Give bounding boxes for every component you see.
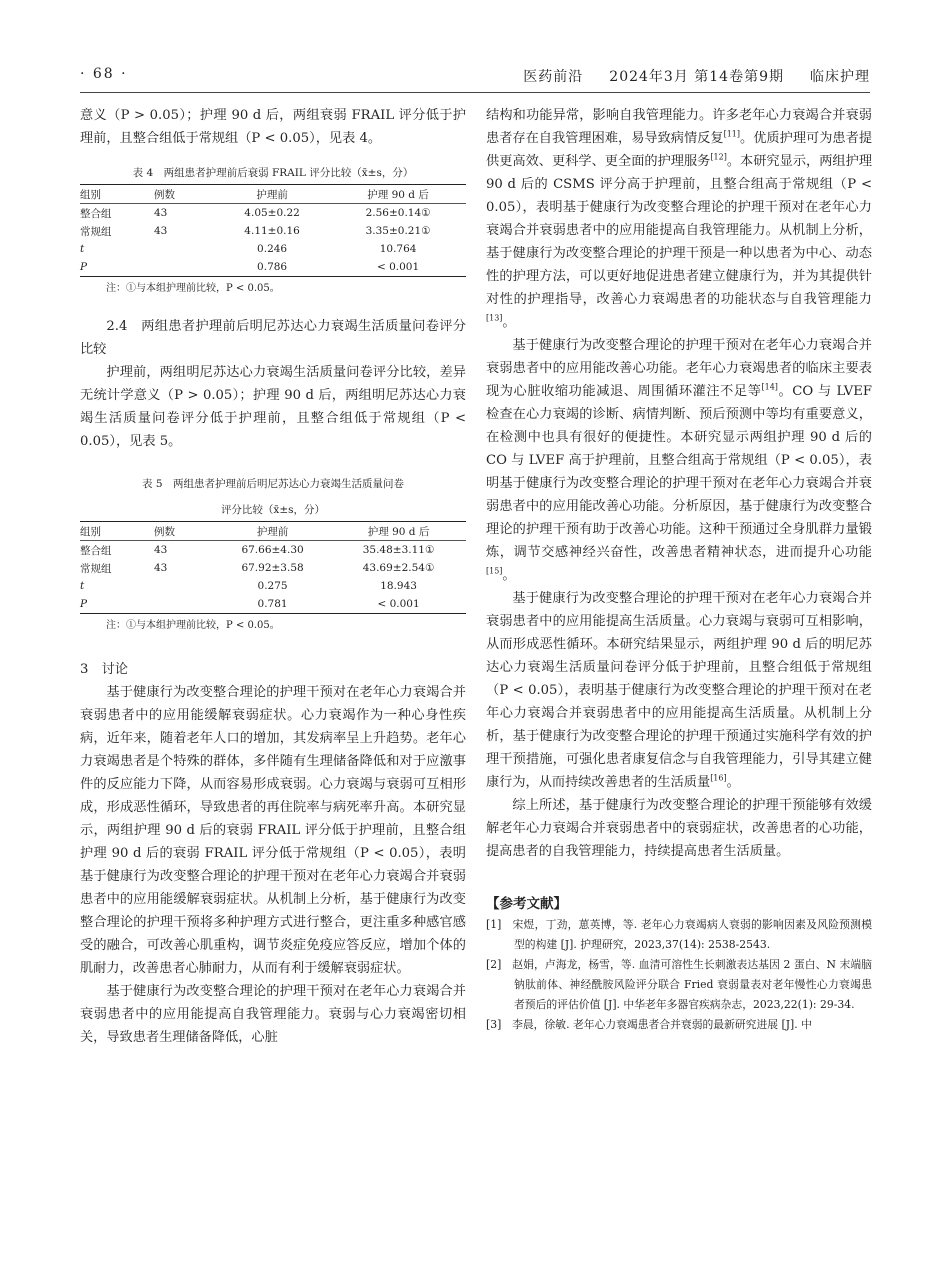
citation: [15] bbox=[486, 566, 503, 576]
table5-header: 护理前 bbox=[214, 522, 331, 541]
table-cell: 43 bbox=[154, 544, 168, 556]
table4-note: 注：①与本组护理前比较，P < 0.05。 bbox=[106, 283, 280, 294]
text-run: 。 bbox=[502, 568, 516, 583]
text-run: 。CO 与 LVEF 检查在心力衰竭的诊断、病情判断、预后预测中等均有重要意义，在检测中也具有很好的便捷性。本研究显示两组护理 90 d 后的 CO 与 LVEF 高于护理前，且整合组高于常规组（P < 0.05），表明基于健康行为改变整合理论的护理干预对在老年心力衰竭合并衰弱患者中的应用能改善心功能。分析原因，基于健康行为改变整合理论的护理干预有助于改善心功能。这种干预通过全身肌群力量锻炼，调节交感神经兴奋性，改善患者精神状态，进而提升心功能 bbox=[486, 384, 873, 560]
table-row bbox=[80, 595, 466, 614]
table-row bbox=[80, 577, 466, 595]
table-cell: 43 bbox=[154, 225, 168, 237]
table-cell: 0.781 bbox=[214, 595, 331, 614]
section-heading-3: 3 讨论 bbox=[80, 662, 128, 677]
text-run: 结构和功能异常，影响自我管理能力。许多老年心力衰竭合并衰弱患者存在自我管理困难，易导致病情反复 bbox=[486, 108, 872, 146]
table-row bbox=[80, 258, 466, 277]
references-list bbox=[486, 915, 872, 1035]
table-cell: 67.66±4.30 bbox=[241, 544, 304, 556]
text-run: 。 bbox=[502, 315, 516, 330]
table4-caption: 表 4 两组患者护理前后衰弱 FRAIL 评分比较（x̄±s，分） bbox=[132, 167, 414, 179]
table-cell: 整合组 bbox=[80, 544, 112, 557]
table-cell: 整合组 bbox=[80, 207, 112, 220]
right-paragraph-3 bbox=[486, 587, 872, 794]
table-row bbox=[80, 204, 466, 223]
section-2-4-paragraph: 护理前，两组明尼苏达心力衰竭生活质量问卷评分比较，差异无统计学意义（P > 0.05）；护理 90 d 后，两组明尼苏达心力衰竭生活质量问卷评分低于护理前，且整合组低于常规组（P < 0.05），见表 5。 bbox=[80, 365, 466, 449]
table-row bbox=[80, 222, 466, 240]
intro-paragraph: 意义（P > 0.05）；护理 90 d 后，两组衰弱 FRAIL 评分低于护理前，且整合组低于常规组（P < 0.05），见表 4。 bbox=[80, 108, 466, 146]
table-cell: 2.56±0.14① bbox=[365, 207, 431, 219]
section-heading-2-4: 2.4 两组患者护理前后明尼苏达心力衰竭生活质量问卷评分比较 bbox=[80, 319, 466, 357]
right-paragraph-1 bbox=[486, 104, 872, 334]
table-cell: 常规组 bbox=[80, 562, 112, 575]
table-cell: 常规组 bbox=[80, 225, 112, 238]
table-cell bbox=[154, 258, 214, 277]
table5-caption-line2: 评分比较（x̄±s，分） bbox=[220, 504, 326, 516]
journal-info bbox=[497, 66, 870, 86]
reference-item: [2] 赵娟，卢海龙，杨雪，等. 血清可溶性生长刺激表达基因 2 蛋白、N 末端脑钠肽前体、神经酰胺风险评分联合 Fried 衰弱量表对老年慢性心力衰竭患者预后的评估价值 [J]. 中华老年多器官疾病杂志，2023,22(1): 29-34. bbox=[486, 958, 872, 1011]
table-cell: P bbox=[80, 258, 154, 277]
table5-note: 注：①与本组护理前比较，P < 0.05。 bbox=[106, 620, 280, 631]
table-cell: P bbox=[80, 595, 154, 614]
journal-issue: 2024年3月 第14卷第9期 bbox=[609, 69, 784, 85]
table4-header: 例数 bbox=[154, 185, 214, 204]
table5-header: 护理 90 d 后 bbox=[331, 522, 466, 541]
table-cell: 0.275 bbox=[257, 580, 288, 592]
table-cell: t bbox=[80, 243, 85, 255]
citation: [16] bbox=[710, 773, 727, 783]
discussion-paragraph-1: 基于健康行为改变整合理论的护理干预对在老年心力衰竭合并衰弱患者中的应用能缓解衰弱症状。心力衰竭作为一种心身性疾病，近年来，随着老年人口的增加，其发病率呈上升趋势。老年心力衰竭患者是个特殊的群体，多伴随有生理储备降低和对于应激事件的反应能力下降，从而容易形成衰弱。心力衰竭与衰弱可互相形成，形成恶性循环，导致患者的再住院率与病死率升高。本研究显示，两组护理 90 d 后的衰弱 FRAIL 评分低于护理前，且整合组护理 90 d 后的衰弱 FRAIL 评分低于常规组（P < 0.05），表明基于健康行为改变整合理论的护理干预对在老年心力衰竭合并衰弱患者中的应用能缓解衰弱症状。从机制上分析，基于健康行为改变整合理论的护理干预将多种护理方式进行整合，更注重多种感官感受的融合，可改善心肌重构，调节炎症免疫应答反应，增加个体的肌耐力，改善患者心肺耐力，从而有利于缓解衰弱症状。 bbox=[80, 685, 466, 976]
citation: [14] bbox=[761, 382, 778, 392]
page-number: · 68 · bbox=[80, 66, 128, 82]
table4 bbox=[80, 184, 466, 277]
table4-header: 组别 bbox=[80, 185, 154, 204]
journal-name: 医药前沿 bbox=[523, 69, 584, 85]
table-cell: < 0.001 bbox=[330, 258, 466, 277]
table-cell bbox=[154, 577, 214, 595]
table5-header: 例数 bbox=[154, 522, 214, 541]
journal-section: 临床护理 bbox=[810, 69, 870, 85]
reference-item: [3] 李晨，徐敏. 老年心力衰竭患者合并衰弱的最新研究进展 [J]. 中 bbox=[486, 1018, 812, 1031]
table-cell bbox=[154, 595, 214, 614]
citation: [12] bbox=[710, 152, 727, 162]
table-cell bbox=[154, 240, 214, 258]
table-cell: 0.786 bbox=[214, 258, 330, 277]
table5-caption: 表 5 两组患者护理前后明尼苏达心力衰竭生活质量问卷 bbox=[141, 478, 405, 490]
conclusion-paragraph: 综上所述，基于健康行为改变整合理论的护理干预能够有效缓解老年心力衰竭合并衰弱患者中的衰弱症状，改善患者的心功能，提高患者的自我管理能力，持续提高患者生活质量。 bbox=[486, 798, 872, 859]
table-cell: t bbox=[80, 580, 85, 592]
table-cell: 10.764 bbox=[379, 243, 417, 255]
text-run: 基于健康行为改变整合理论的护理干预对在老年心力衰竭合并衰弱患者中的应用能提高生活质量。心力衰竭与衰弱可互相影响，从而形成恶性循环。本研究结果显示，两组护理 90 d 后的明尼苏达心力衰竭生活质量问卷评分低于护理前，且整合组低于常规组（P < 0.05），表明基于健康行为改变整合理论的护理干预对在老年心力衰竭合并衰弱患者中的应用能提高生活质量。从机制上分析，基于健康行为改变整合理论的护理干预通过实施科学有效的护理干预措施，可强化患者康复信念与自我管理能力，引导其建立健康行为，从而持续改善患者的生活质量 bbox=[486, 591, 872, 790]
table-cell: 67.92±3.58 bbox=[241, 562, 304, 574]
table5 bbox=[80, 521, 466, 614]
citation: [13] bbox=[486, 313, 503, 323]
table-cell: 35.48±3.11① bbox=[362, 544, 435, 556]
left-column bbox=[80, 104, 466, 1049]
table-cell: 43 bbox=[154, 562, 168, 574]
table-row bbox=[80, 559, 466, 577]
table-cell: 4.11±0.16 bbox=[244, 225, 300, 237]
text-run: 。 bbox=[726, 775, 740, 790]
table-cell: 3.35±0.21① bbox=[365, 225, 431, 237]
table-cell: 0.246 bbox=[257, 243, 288, 255]
table5-header: 组别 bbox=[80, 522, 154, 541]
right-column bbox=[486, 104, 872, 1035]
citation: [11] bbox=[723, 129, 741, 139]
text-run: 。本研究显示，两组护理 90 d 后的 CSMS 评分高于护理前，且整合组高于常规组（P < 0.05），表明基于健康行为改变整合理论的护理干预对在老年心力衰竭合并衰弱患者中的应用能提高自我管理能力。从机制上分析，基于健康行为改变整合理论的护理干预是一种以患者为中心、动态性的护理方法，可以更好地促进患者建立健康行为，并为其提供针对性的护理指导，改善心力衰竭患者的功能状态与自我管理能力 bbox=[486, 154, 873, 307]
table-cell: 4.05±0.22 bbox=[244, 207, 300, 219]
discussion-paragraph-2: 基于健康行为改变整合理论的护理干预对在老年心力衰竭合并衰弱患者中的应用能提高自我管理能力。衰弱与心力衰竭密切相关，导致患者生理储备降低，心脏 bbox=[80, 984, 466, 1045]
text-run: 。优质护理可为患者提供更高效、更科学、更全面的护理服务 bbox=[486, 131, 873, 169]
references-title: 【参考文献】 bbox=[486, 896, 567, 912]
table4-header: 护理 90 d 后 bbox=[330, 185, 466, 204]
table-cell: < 0.001 bbox=[331, 595, 466, 614]
table-cell: 43 bbox=[154, 207, 168, 219]
table-cell: 43.69±2.54① bbox=[362, 562, 435, 574]
table-row bbox=[80, 541, 466, 560]
header-rule bbox=[80, 92, 870, 93]
page-header bbox=[80, 66, 870, 90]
table-row bbox=[80, 240, 466, 258]
text-run: 基于健康行为改变整合理论的护理干预对在老年心力衰竭合并衰弱患者中的应用能改善心功能。老年心力衰竭患者的临床主要表现为心脏收缩功能减退、周围循环灌注不足等 bbox=[486, 338, 872, 399]
table4-header: 护理前 bbox=[214, 185, 330, 204]
table-cell: 18.943 bbox=[380, 580, 417, 592]
right-paragraph-2 bbox=[486, 334, 872, 587]
reference-item: [1] 宋煜，丁劲，葸英博，等. 老年心力衰竭病人衰弱的影响因素及风险预测模型的构建 [J]. 护理研究，2023,37(14): 2538-2543. bbox=[486, 918, 872, 951]
